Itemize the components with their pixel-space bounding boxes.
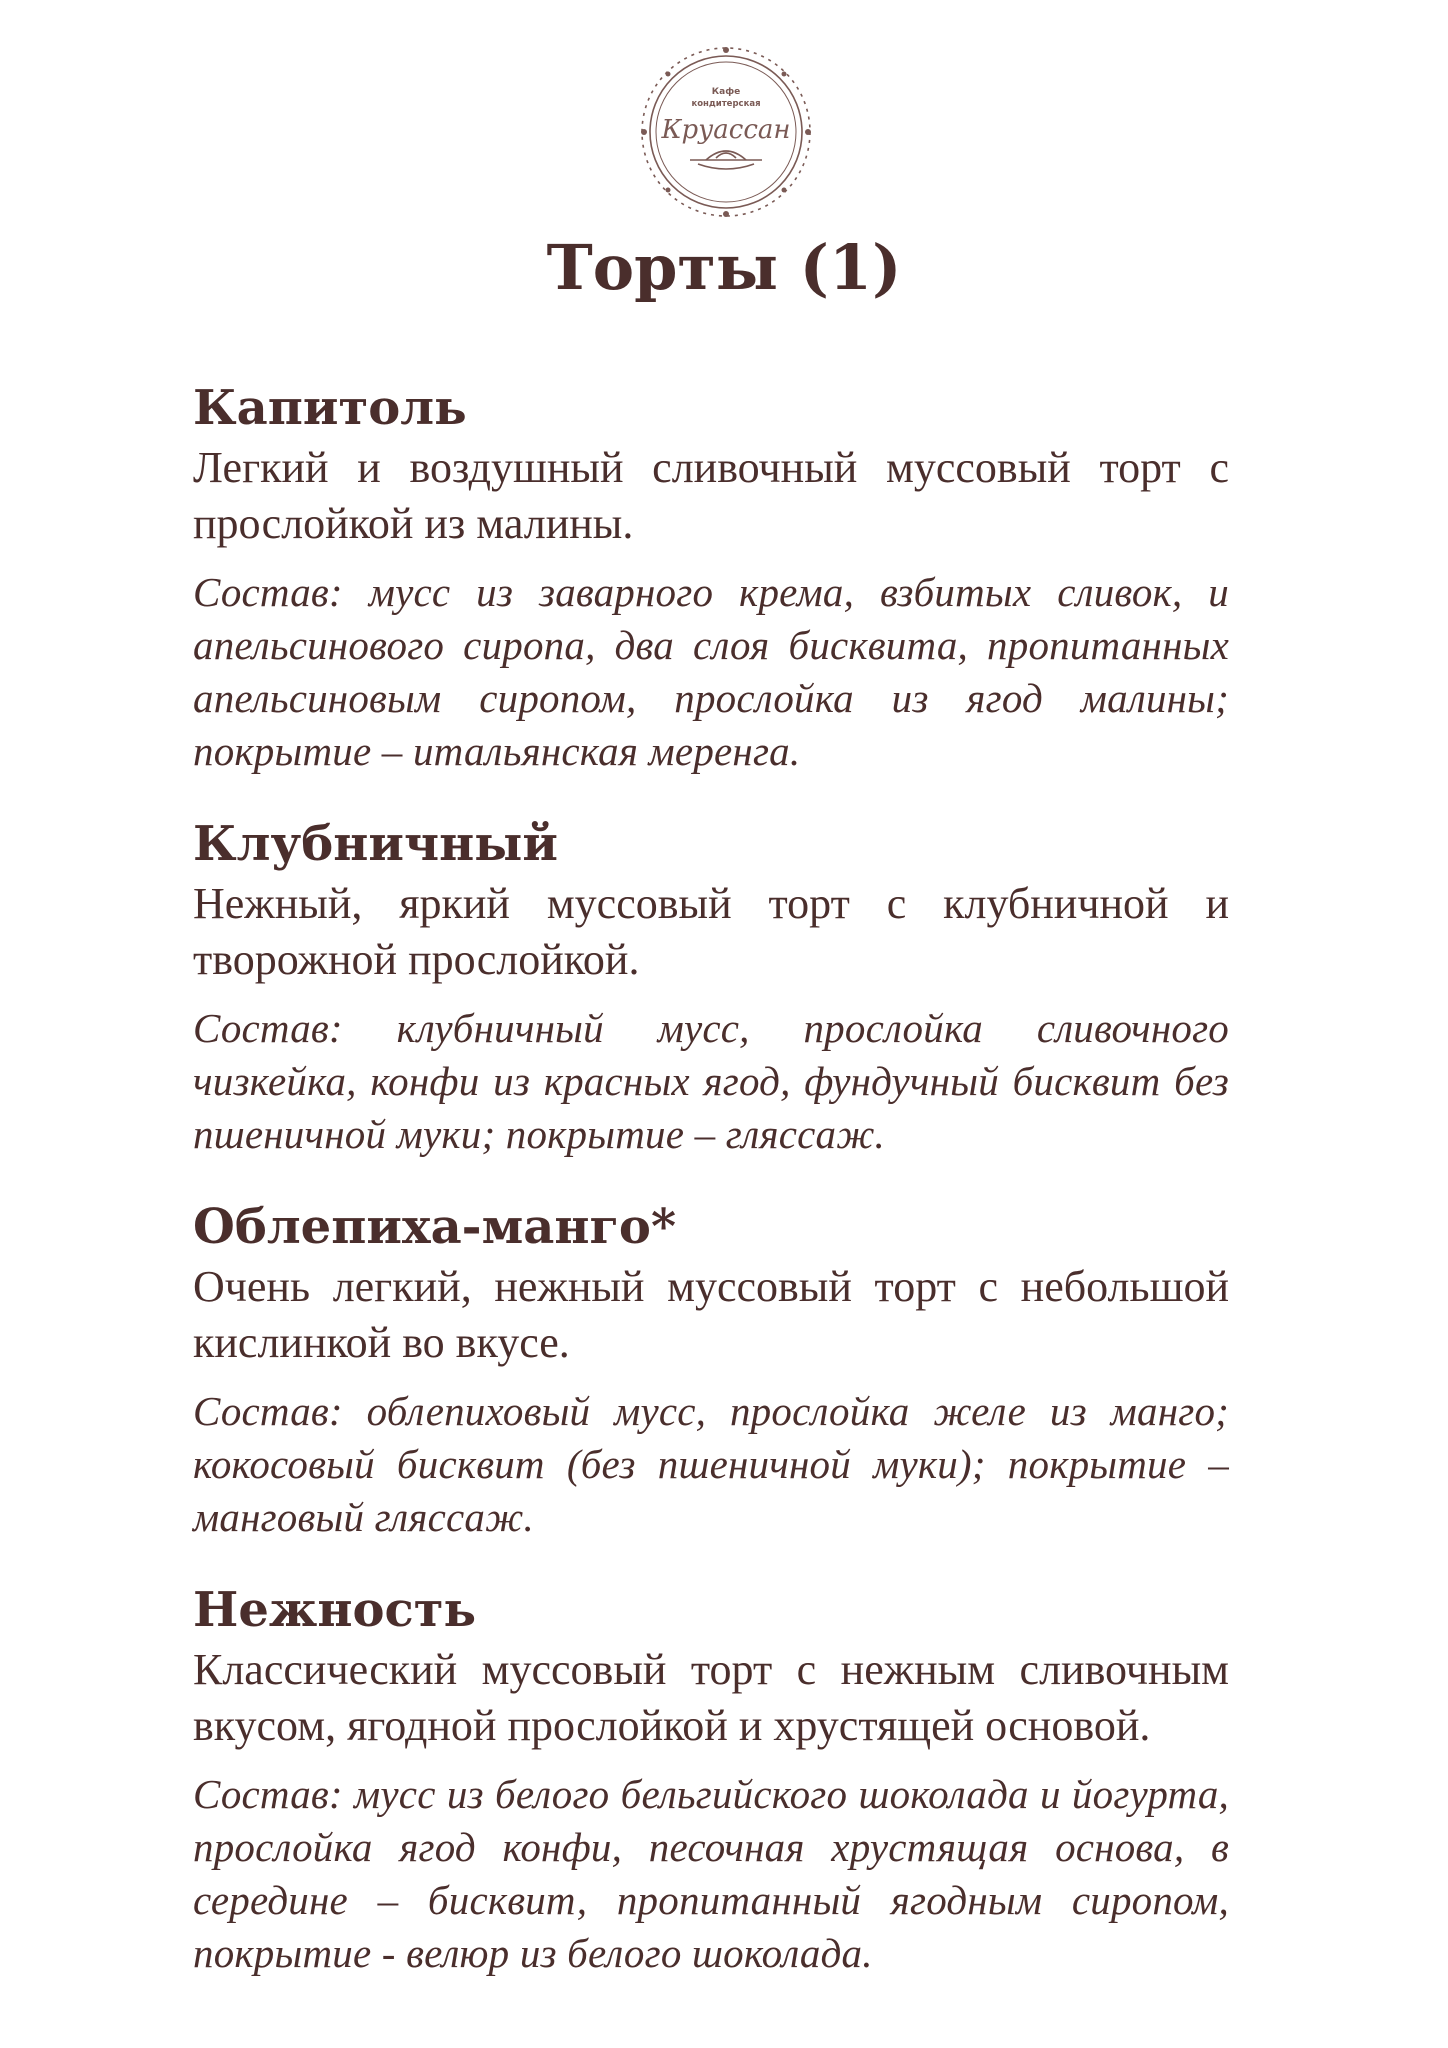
- svg-text:кондитерская: кондитерская: [691, 99, 761, 109]
- svg-text:Круассан: Круассан: [661, 115, 791, 145]
- item-description: Нежный, яркий муссовый торт с клубничной и творожной прослойкой.: [193, 879, 1229, 984]
- item-name: Капитоль: [193, 380, 467, 436]
- menu-item-klubnichny: [193, 814, 1229, 1161]
- svg-text:Кафе: Кафе: [711, 87, 741, 97]
- item-composition: Состав: мусс из заварного крема, взбитых сливок, и апельсинового сиропа, два слоя бисквита, пропитанных апельсиновым сиропом, прослойка из ягод малины; покрытие – итальянская меренга.: [193, 569, 1229, 774]
- item-composition: Состав: клубничный мусс, прослойка сливочного чизкейка, конфи из красных ягод, фундучный бисквит без пшеничной муки; покрытие – глясcаж.: [193, 1005, 1229, 1157]
- menu-item-nezhnost: [193, 1580, 1229, 1980]
- menu-list: [193, 378, 1229, 2016]
- cafe-logo: [636, 42, 816, 222]
- item-name: Нежность: [193, 1582, 477, 1638]
- item-description: Очень легкий, нежный муссовый торт с небольшой кислинкой во вкусе.: [193, 1262, 1229, 1367]
- item-description: Легкий и воздушный сливочный муссовый торт с прослойкой из малины.: [193, 443, 1229, 548]
- item-description: Классический муссовый торт с нежным сливочным вкусом, ягодной прослойкой и хрустящей основой.: [193, 1645, 1229, 1750]
- croissant-icon: [690, 151, 762, 169]
- menu-item-oblepikha-mango: [193, 1197, 1229, 1544]
- menu-item-kapitol: [193, 378, 1229, 778]
- item-composition: Состав: мусс из белого бельгийского шоколада и йогурта, прослойка ягод конфи, песочная хрустящая основа, в середине – бисквит, пропитанный ягодным сиропом, покрытие - велюр из белого шоколада.: [193, 1771, 1229, 1976]
- item-name: Клубничный: [193, 816, 558, 872]
- page-title: Торты (1): [546, 231, 902, 304]
- item-name: Облепиха-манго*: [193, 1199, 677, 1255]
- logo-seal-icon: [636, 42, 816, 222]
- item-composition: Состав: облепиховый мусс, прослойка желе из манго; кокосовый бисквит (без пшеничной муки); покрытие – манговый глясcаж.: [193, 1388, 1229, 1540]
